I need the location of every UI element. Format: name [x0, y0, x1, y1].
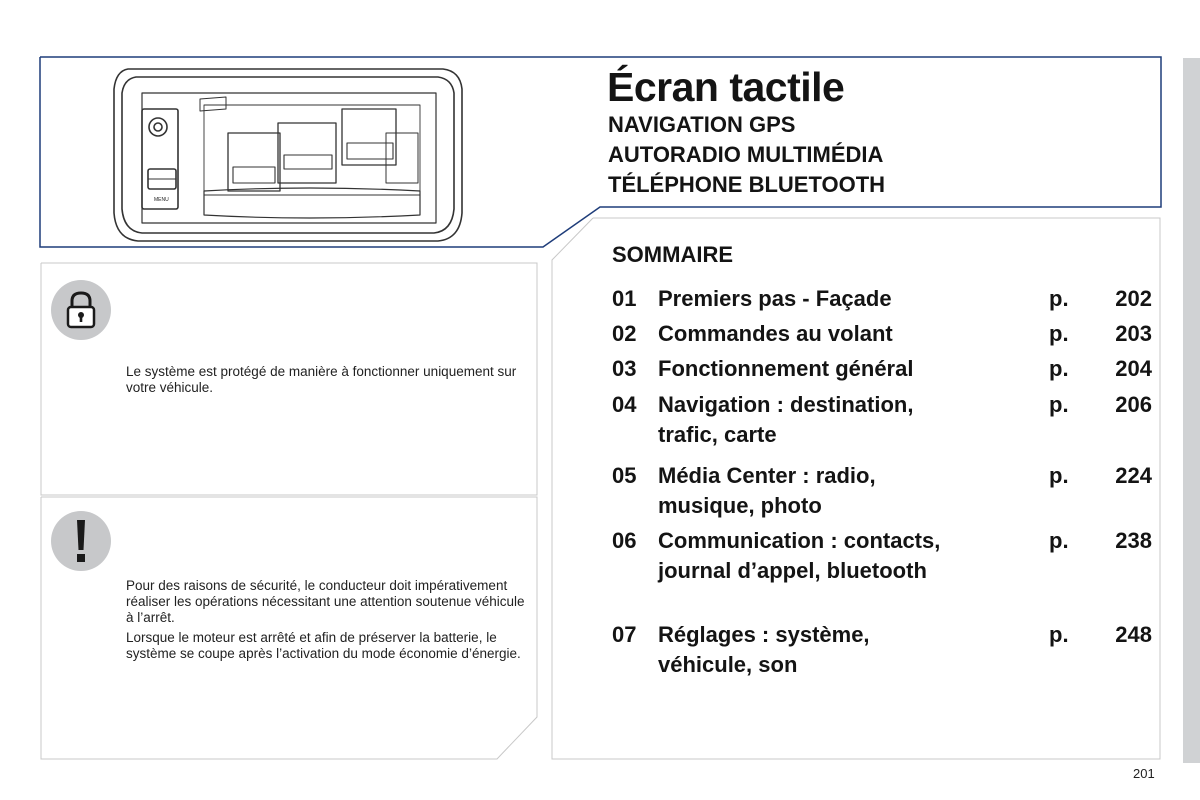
toc-entry-number: 07 — [612, 622, 637, 647]
security-info-text — [126, 364, 526, 400]
toc-entry-page-prefix: p. — [1049, 463, 1069, 488]
toc-entry-page: 206 — [1115, 392, 1152, 417]
subtitle-autoradio: AUTORADIO MULTIMÉDIA — [608, 142, 884, 167]
toc-entry-number: 05 — [612, 463, 637, 488]
toc-entry-page-prefix: p. — [1049, 321, 1069, 346]
toc-entry-page: 202 — [1115, 286, 1152, 311]
subtitle-telephone: TÉLÉPHONE BLUETOOTH — [608, 172, 886, 197]
toc-entry-title: Réglages : système, véhicule, son — [658, 622, 870, 677]
toc-entry-page: 248 — [1115, 622, 1152, 647]
subtitle-navigation: NAVIGATION GPS — [608, 112, 796, 137]
toc-entry-page: 203 — [1115, 321, 1152, 346]
warning-info-paragraph-1: Pour des raisons de sécurité, le conducteur doit impérativement réaliser les opérations nécessitant une attention soutenue véhicule à l’arrêt. — [126, 578, 525, 625]
toc-entry-number: 06 — [612, 528, 637, 553]
page-title: Écran tactile — [607, 64, 845, 110]
toc-entry-number: 04 — [612, 392, 637, 417]
padlock-icon — [50, 279, 112, 341]
toc-entry-number: 01 — [612, 286, 637, 311]
toc-entry-page-prefix: p. — [1049, 528, 1069, 553]
toc-entry-title: Commandes au volant — [658, 321, 893, 346]
toc-entry-page-prefix: p. — [1049, 286, 1069, 311]
toc-entry-page-prefix: p. — [1049, 622, 1069, 647]
toc-entry-title: Navigation : destination, trafic, carte — [658, 392, 914, 447]
exclamation-icon — [50, 510, 112, 572]
toc-entry-title: Communication : contacts, journal d’appel, bluetooth — [658, 528, 941, 583]
toc-entry-page: 238 — [1115, 528, 1152, 553]
toc-entry-title: Premiers pas - Façade — [658, 286, 892, 311]
toc-heading: SOMMAIRE — [612, 242, 733, 267]
toc-entry-number: 02 — [612, 321, 637, 346]
touchscreen-illustration — [108, 63, 468, 245]
chapter-tab — [1183, 58, 1200, 763]
warning-info-paragraph-2: Lorsque le moteur est arrêté et afin de préserver la batterie, le système se coupe après l’activation du mode économie d’énergie. — [126, 630, 521, 661]
warning-info-text — [126, 578, 526, 666]
menu-button-label: MENU — [154, 197, 169, 203]
page-number: 201 — [1133, 766, 1155, 781]
toc-entry-title: Média Center : radio, musique, photo — [658, 463, 876, 518]
toc-entry-title: Fonctionnement général — [658, 356, 914, 381]
security-info-paragraph: Le système est protégé de manière à fonctionner uniquement sur votre véhicule. — [126, 364, 517, 395]
toc-entry-page: 204 — [1115, 356, 1152, 381]
toc-entry-page-prefix: p. — [1049, 392, 1069, 417]
toc-entry-page: 224 — [1115, 463, 1152, 488]
toc-entry-number: 03 — [612, 356, 637, 381]
toc-entry-page-prefix: p. — [1049, 356, 1069, 381]
